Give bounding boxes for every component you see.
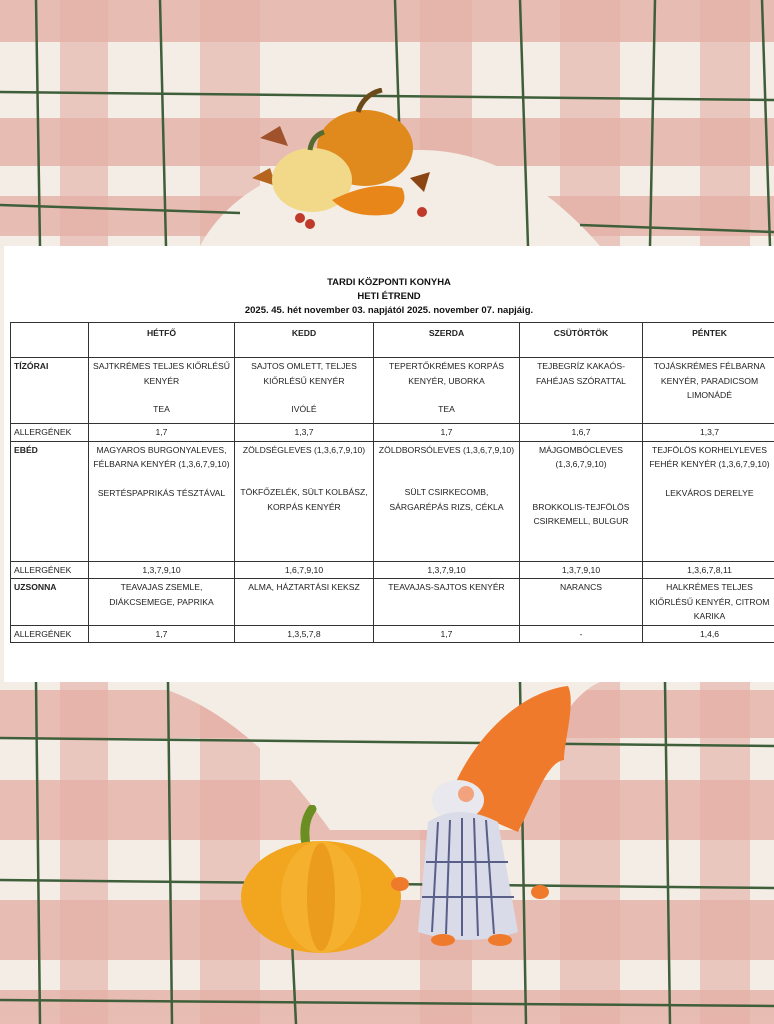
allergen-cell: 1,3,7,9,10 <box>520 561 643 579</box>
menu-header <box>4 276 774 318</box>
table-cell <box>374 441 520 561</box>
dish-text: TEJBEGRÍZ KAKAÓS-FAHÉJAS SZÓRATTAL <box>536 361 626 386</box>
allergen-cell: 1,7 <box>89 625 235 643</box>
soup-text: ZÖLDBORSÓLEVES (1,3,6,7,9,10) <box>378 444 515 455</box>
main-dish-text: SÜLT CSIRKECOMB, SÁRGARÉPÁS RIZS, CÉKLA <box>389 487 504 512</box>
table-cell <box>89 358 235 424</box>
kitchen-name: TARDI KÖZPONTI KONYHA <box>327 277 451 288</box>
table-cell <box>89 441 235 561</box>
row-label: ALLERGÉNEK <box>11 561 89 579</box>
row-label: TÍZÓRAI <box>11 358 89 424</box>
main-dish-text: TÖKFŐZELÉK, SÜLT KOLBÁSZ, KORPÁS KENYÉR <box>240 487 368 512</box>
dish-text: TEPERTŐKRÉMES KORPÁS KENYÉR, UBORKA <box>389 361 504 386</box>
allergen-cell: 1,4,6 <box>643 625 774 643</box>
table-cell <box>643 358 774 424</box>
table-cell <box>520 441 643 561</box>
dish-text: SAJTKRÉMES TELJES KIŐRLÉSŰ KENYÉR <box>93 361 230 386</box>
table-cell: TEAVAJAS ZSEMLE, DIÁKCSEMEGE, PAPRIKA <box>89 579 235 626</box>
allergen-cell: 1,7 <box>374 625 520 643</box>
table-cell <box>374 358 520 424</box>
table-cell: TEAVAJAS-SAJTOS KENYÉR <box>374 579 520 626</box>
main-dish-text: BROKKOLIS-TEJFÖLÖS CSIRKEMELL, BULGUR <box>532 501 630 526</box>
allergen-cell: 1,3,7,9,10 <box>374 561 520 579</box>
main-dish-text: SERTÉSPAPRIKÁS TÉSZTÁVAL <box>97 487 226 498</box>
table-row <box>11 579 774 626</box>
allergen-row <box>11 625 774 643</box>
table-header-row <box>11 323 774 358</box>
table-row <box>11 441 774 561</box>
menu-title: HETI ÉTREND <box>357 291 421 302</box>
table-cell <box>520 358 643 424</box>
drink-text: TEA <box>153 404 170 414</box>
pumpkin-bouquet-illustration <box>240 88 440 248</box>
menu-panel <box>4 246 774 682</box>
dish-text: TOJÁSKRÉMES FÉLBARNA KENYÉR, PARADICSOM LIMONÁDÉ <box>653 361 766 400</box>
allergen-cell: - <box>520 625 643 643</box>
allergen-cell: 1,3,6,7,8,11 <box>643 561 774 579</box>
row-label: ALLERGÉNEK <box>11 424 89 442</box>
allergen-row <box>11 561 774 579</box>
allergen-row <box>11 424 774 442</box>
row-label: ALLERGÉNEK <box>11 625 89 643</box>
weekly-menu-table <box>10 322 774 643</box>
pumpkin-illustration <box>236 805 406 955</box>
allergen-cell: 1,6,7 <box>520 424 643 442</box>
soup-text: MAGYAROS BURGONYALEVES, FÉLBARNA KENYÉR (1,3,6,7,9,10) <box>93 444 230 469</box>
table-cell <box>643 441 774 561</box>
allergen-cell: 1,3,7 <box>643 424 774 442</box>
allergen-cell: 1,3,7,9,10 <box>89 561 235 579</box>
day-header: HÉTFŐ <box>89 323 235 358</box>
dish-text: SAJTOS OMLETT, TELJES KIŐRLÉSŰ KENYÉR <box>251 361 357 386</box>
table-cell <box>235 441 374 561</box>
table-row <box>11 358 774 424</box>
row-label: EBÉD <box>11 441 89 561</box>
gnome-illustration <box>388 682 588 952</box>
soup-text: MÁJGOMBÓCLEVES (1,3,6,7,9,10) <box>538 444 624 469</box>
day-header: KEDD <box>235 323 374 358</box>
drink-text: IVÓLÉ <box>291 404 317 414</box>
day-header: PÉNTEK <box>643 323 774 358</box>
week-range: 2025. 45. hét november 03. napjától 2025. november 07. napjáig. <box>244 305 534 316</box>
corner-cell <box>11 323 89 358</box>
day-header: CSÜTÖRTÖK <box>520 323 643 358</box>
allergen-cell: 1,7 <box>89 424 235 442</box>
table-cell <box>235 358 374 424</box>
allergen-cell: 1,7 <box>374 424 520 442</box>
table-cell: NARANCS <box>520 579 643 626</box>
soup-text: ZÖLDSÉGLEVES (1,3,6,7,9,10) <box>242 444 366 455</box>
table-cell: HALKRÉMES TELJES KIŐRLÉSŰ KENYÉR, CITROM KARIKA <box>643 579 774 626</box>
row-label: UZSONNA <box>11 579 89 626</box>
drink-text: TEA <box>438 404 455 414</box>
allergen-cell: 1,3,5,7,8 <box>235 625 374 643</box>
main-dish-text: LEKVÁROS DERELYE <box>665 487 754 498</box>
day-header: SZERDA <box>374 323 520 358</box>
allergen-cell: 1,3,7 <box>235 424 374 442</box>
allergen-cell: 1,6,7,9,10 <box>235 561 374 579</box>
table-cell: ALMA, HÁZTARTÁSI KEKSZ <box>235 579 374 626</box>
soup-text: TEJFÖLÖS KORHELYLEVES FEHÉR KENYÉR (1,3,6,7,9,10) <box>649 444 770 469</box>
